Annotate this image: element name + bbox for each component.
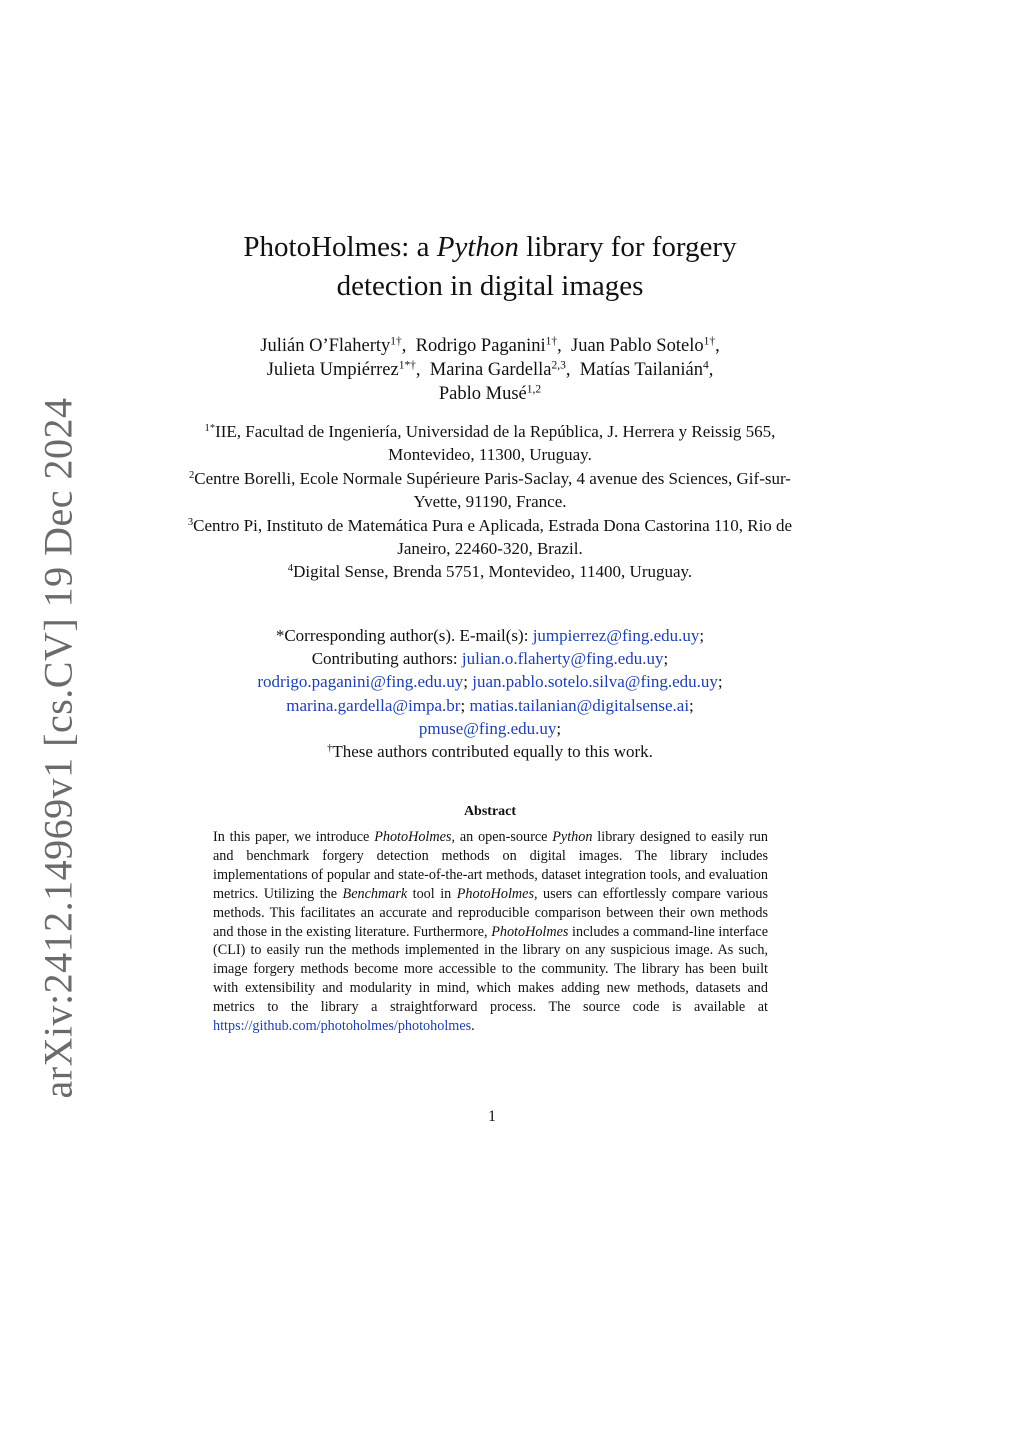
corresponding-label: *Corresponding author(s). E-mail(s): [275,626,533,645]
email-link[interactable]: marina.gardella@impa.br [286,695,461,715]
author: Julieta Umpiérrez$^{1*\dagger}$, [266,359,421,380]
title-part: PhotoHolmes: a [243,231,437,263]
author: Juan Pablo Sotelo$^{1\dagger}$, [571,335,720,356]
affiliation: $^3$Centro Pi, Instituto de Matemática Pura e Aplicada, Estrada Dona Castorina 110, Rio de Janeiro, 22460-320, Brazil. [187,515,793,559]
affiliation-list [180,420,800,584]
title-line-2: detection in digital images [336,270,644,302]
email-link[interactable]: rodrigo.paganini@fing.edu.uy [257,672,464,692]
author: Pablo Musé$^{1,2}$ [438,383,542,404]
page-number: 1 [488,1108,496,1125]
affiliation: $^{1*}$IIE, Facultad de Ingeniería, Universidad de la República, J. Herrera y Reissig 565, Montevideo, 11300, Uruguay. [204,422,776,465]
author: Matías Tailanián$^4$, [579,359,714,380]
equal-contribution-note: These authors contributed equally to this work. [332,742,653,762]
source-code-link[interactable]: https://github.com/photoholmes/photoholmes [213,1018,472,1035]
author: Julián O’Flaherty$^{1\dagger}$, [260,335,407,356]
abstract-heading: Abstract [463,804,517,819]
contact-block: *Corresponding author(s). E-mail(s): jumpierrez@fing.edu.uy; Contributing authors: julian.o.flaherty@fing.edu.uy; rodrigo.paganini@fing.edu.uy; juan.pablo.sotelo.silva@fing.edu.uy; marina.gardella@impa.br; matias.tailanian@digitalsense.ai; pmuse@fing.edu.uy; †These authors contributed equally to this work. [257,626,723,762]
email-link[interactable]: julian.o.flaherty@fing.edu.uy [461,649,664,669]
title-italic: Python [436,231,519,263]
contributing-label: Contributing authors: [311,649,462,669]
affiliation: $^2$Centre Borelli, Ecole Normale Supérieure Paris-Saclay, 4 avenue des Sciences, Gif-sur-Yvette, 91190, France. [189,468,791,512]
affiliation: $^4$Digital Sense, Brenda 5751, Montevideo, 11400, Uruguay. [287,562,693,582]
email-link[interactable]: pmuse@fing.edu.uy [418,718,557,738]
email-link[interactable]: matias.tailanian@digitalsense.ai [469,695,690,715]
email-link[interactable]: juan.pablo.sotelo.silva@fing.edu.uy [472,672,718,692]
author: Rodrigo Paganini$^{1\dagger}$, [415,335,562,356]
paper-title [180,228,800,306]
author-list [180,334,800,406]
arxiv-identifier: arXiv:2412.14969v1 [cs.CV] 19 Dec 2024 [35,397,81,1099]
abstract-body: In this paper, we introduce PhotoHolmes, an open-source Python library designed to easily run and benchmark forgery detection methods on digital images. The library includes implementations of popular and state-of-the-art methods, dataset integration tools, and evaluation metrics. Utilizing the Benchmark tool in PhotoHolmes, users can effortlessly compare various methods. This facilitates an accurate and reproducible comparison between their own methods and those in the existing literature. Furthermore, PhotoHolmes includes a command-line interface (CLI) to easily run the methods implemented in the library on any suspicious image. As such, image forgery methods become more accessible to the community. The library has been built with extensibility and modularity in mind, which makes adding new methods, datasets and metrics to the library a straightforward process. The source code is available at https://github.com/photoholmes/photoholmes. [213,829,769,1035]
email-link[interactable]: jumpierrez@fing.edu.uy [532,626,700,645]
dagger-mark: † [327,743,333,755]
title-part: library for forgery [518,231,737,263]
author: Marina Gardella$^{2,3}$, [429,359,571,380]
